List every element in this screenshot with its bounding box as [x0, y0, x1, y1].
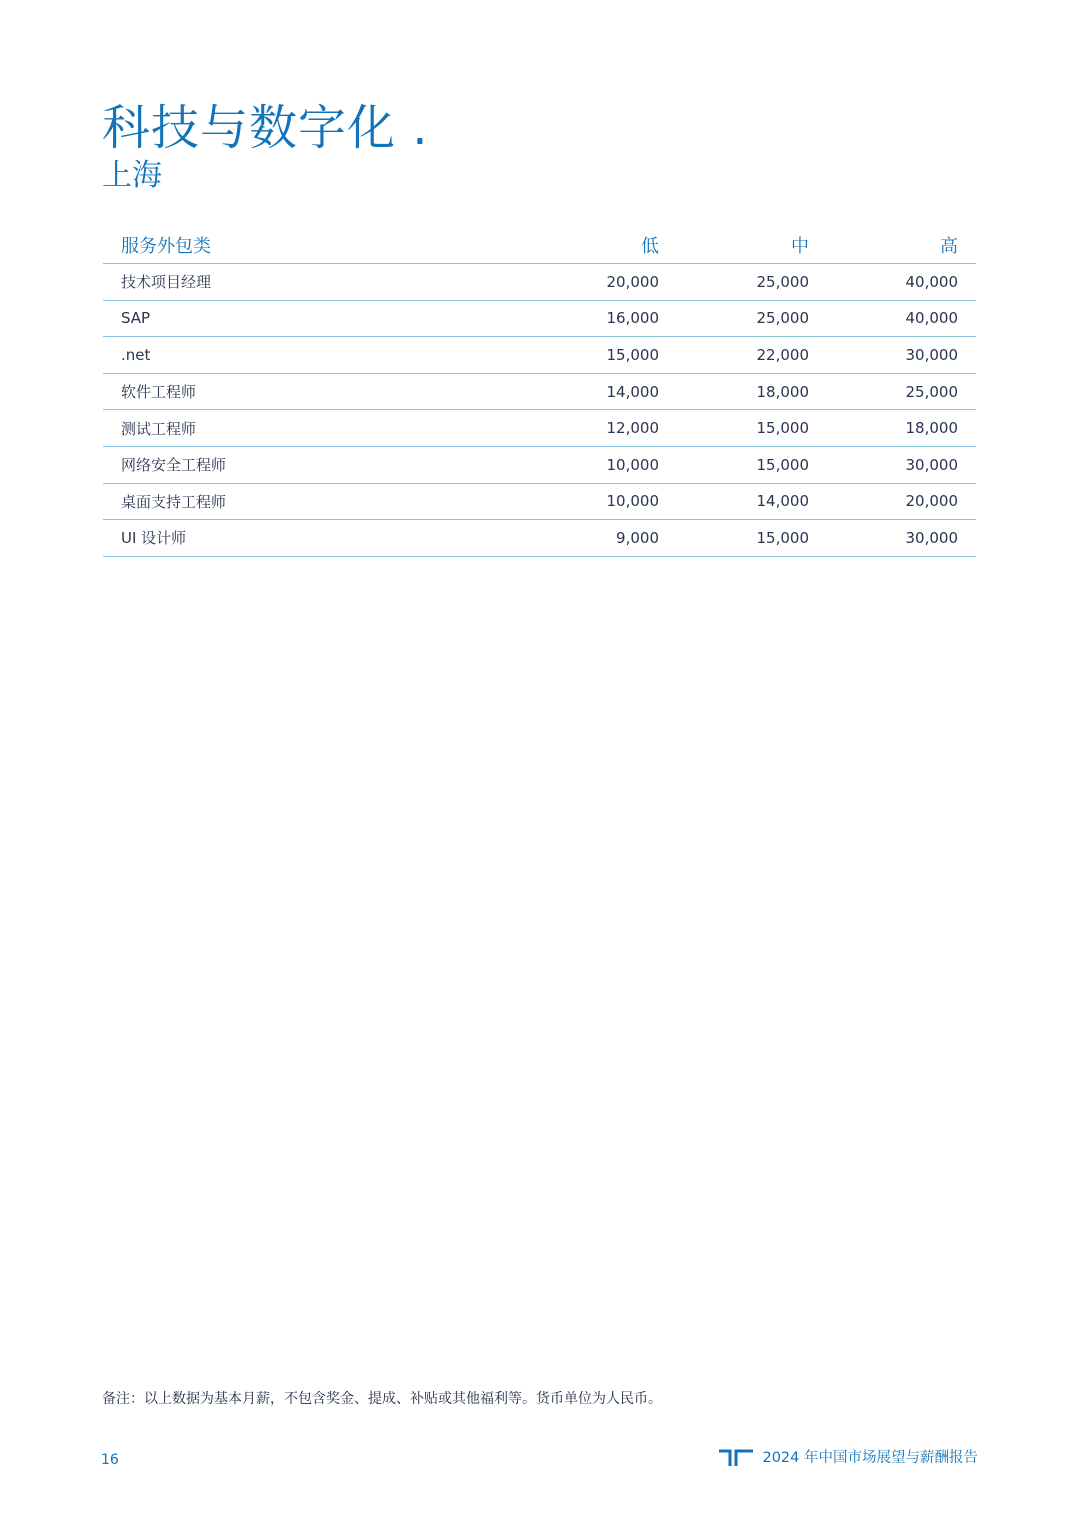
salary-mid: 25,000 [677, 300, 827, 337]
salary-high: 25,000 [827, 373, 976, 410]
role-name: 桌面支持工程师 [103, 483, 528, 520]
table-row [103, 373, 976, 410]
table-row [103, 300, 976, 337]
role-name: .net [103, 337, 528, 374]
salary-low: 14,000 [528, 373, 677, 410]
footer-brand [719, 1446, 978, 1467]
salary-low: 9,000 [528, 520, 677, 557]
salary-low: 15,000 [528, 337, 677, 374]
table-row [103, 264, 976, 301]
salary-high: 40,000 [827, 264, 976, 301]
table-row [103, 520, 976, 557]
salary-high: 20,000 [827, 483, 976, 520]
column-header-mid: 中 [677, 227, 827, 264]
salary-mid: 14,000 [677, 483, 827, 520]
table-header-row [103, 227, 976, 264]
role-name: 软件工程师 [103, 373, 528, 410]
salary-mid: 15,000 [677, 410, 827, 447]
salary-high: 40,000 [827, 300, 976, 337]
page-subtitle-city: 上海 [102, 158, 162, 193]
salary-high: 30,000 [827, 337, 976, 374]
salary-low: 10,000 [528, 483, 677, 520]
salary-mid: 25,000 [677, 264, 827, 301]
column-header-low: 低 [528, 227, 677, 264]
salary-low: 10,000 [528, 446, 677, 483]
table-row [103, 483, 976, 520]
role-name: 技术项目经理 [103, 264, 528, 301]
salary-high: 30,000 [827, 446, 976, 483]
salary-table [103, 227, 976, 557]
footnote: 备注：以上数据为基本月薪，不包含奖金、提成、补贴或其他福利等。货币单位为人民币。 [102, 1391, 662, 1407]
column-header-high: 高 [827, 227, 976, 264]
report-title: 2024 年中国市场展望与薪酬报告 [762, 1450, 978, 1466]
table-row [103, 410, 976, 447]
salary-low: 20,000 [528, 264, 677, 301]
table-row [103, 446, 976, 483]
salary-low: 16,000 [528, 300, 677, 337]
role-name: SAP [103, 300, 528, 337]
role-name: 网络安全工程师 [103, 446, 528, 483]
salary-mid: 22,000 [677, 337, 827, 374]
role-name: 测试工程师 [103, 410, 528, 447]
company-logo-icon [719, 1448, 753, 1466]
salary-mid: 15,000 [677, 520, 827, 557]
page-title: 科技与数字化 . [102, 100, 429, 156]
salary-mid: 15,000 [677, 446, 827, 483]
salary-high: 18,000 [827, 410, 976, 447]
page-number: 16 [101, 1452, 119, 1468]
salary-low: 12,000 [528, 410, 677, 447]
table-row [103, 337, 976, 374]
column-header-category: 服务外包类 [103, 227, 528, 264]
salary-high: 30,000 [827, 520, 976, 557]
role-name: UI 设计师 [103, 520, 528, 557]
salary-mid: 18,000 [677, 373, 827, 410]
